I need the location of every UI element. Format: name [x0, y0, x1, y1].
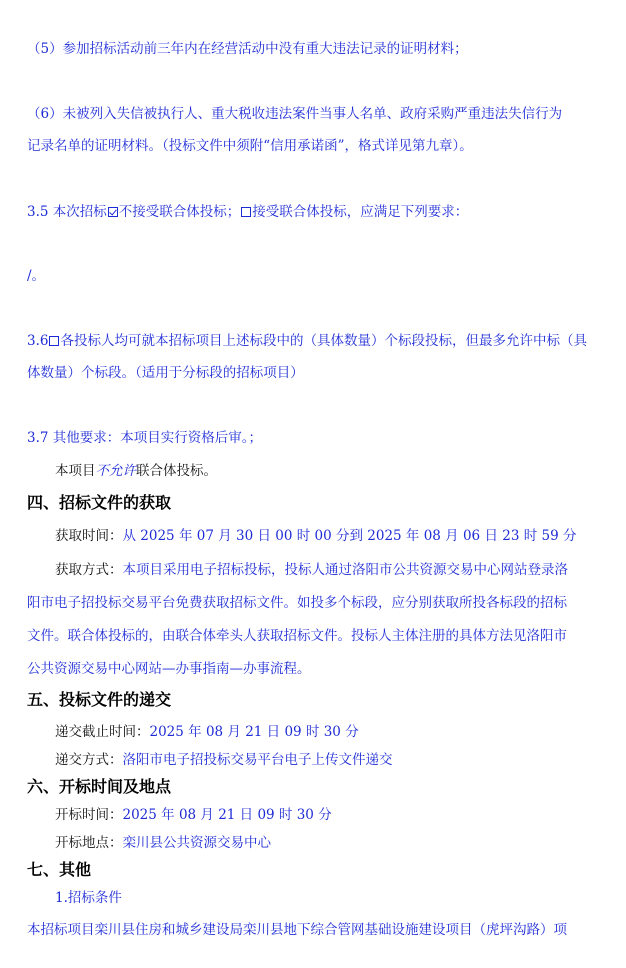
- section-3-5-detail: /。: [27, 268, 46, 284]
- consortium-note-b: 不允许: [95, 463, 136, 479]
- submit-method-value: 洛阳市电子招投标交易平台电子上传文件递交: [122, 752, 393, 768]
- unchecked-box-icon: [49, 336, 59, 346]
- obtain-time-label: 获取时间：: [55, 528, 123, 544]
- section-3-6-text: 各投标人均可就本招标项目上述标段中的（具体数量）个标段投标，但最多允许中标（具: [60, 333, 587, 349]
- section-3-5-option-2: 接受联合体投标，应满足下列要求：: [252, 204, 469, 220]
- submit-method-label: 递交方式：: [55, 752, 123, 768]
- obtain-time: [55, 527, 576, 545]
- section-3-6-prefix: 3.6: [27, 333, 49, 349]
- obtain-method-label: 获取方式：: [55, 562, 123, 578]
- section-3-6-line-2: 体数量）个标段。（适用于分标段的招标项目）: [27, 365, 304, 381]
- sub-heading-conditions: 1.招标条件: [55, 890, 122, 906]
- consortium-note-a: 本项目: [55, 463, 96, 479]
- section-3-6-line-1: [27, 332, 587, 350]
- item-6-line-2: 记录名单的证明材料。（投标文件中须附“信用承诺函”，格式详见第九章）。: [27, 138, 473, 154]
- submit-deadline-label: 递交截止时间：: [55, 724, 150, 740]
- conditions-text-line-1: 本招标项目栾川县住房和城乡建设局栾川县地下综合管网基础设施建设项目（虎坪沟路）项: [27, 922, 567, 938]
- opening-place: [55, 834, 271, 852]
- section-3-5-option-1: 不接受联合体投标；: [118, 204, 241, 220]
- consortium-note: [55, 462, 217, 480]
- opening-time: [55, 806, 332, 824]
- checked-box-icon: [108, 207, 118, 217]
- obtain-method-text-1: 本项目采用电子招标投标，投标人通过洛阳市公共资源交易中心网站登录洛: [122, 562, 568, 578]
- obtain-method-line-2: 阳市电子招投标交易平台免费获取招标文件。如投多个标段，应分别获取所投各标段的招标: [27, 595, 567, 611]
- opening-place-label: 开标地点：: [55, 835, 123, 851]
- section-3-5: [27, 203, 468, 221]
- section-3-5-prefix: 3.5 本次招标: [27, 204, 107, 220]
- obtain-time-value: 从 2025 年 07 月 30 日 00 时 00 分到 2025 年 08 月 06 日 23 时 59 分: [122, 528, 577, 544]
- obtain-method-line-3: 文件。联合体投标的，由联合体牵头人获取招标文件。投标人主体注册的具体方法见洛阳市: [27, 628, 567, 644]
- obtain-method-line-4: 公共资源交易中心网站—办事指南—办事流程。: [27, 661, 311, 677]
- submit-deadline: [55, 723, 359, 741]
- section-3-7: 3.7 其他要求：本项目实行资格后审。；: [27, 430, 263, 446]
- item-6-line-1: （6）未被列入失信被执行人、重大税收违法案件当事人名单、政府采购严重违法失信行为: [27, 106, 563, 122]
- submit-deadline-value: 2025 年 08 月 21 日 09 时 30 分: [149, 724, 359, 740]
- item-5: （5）参加招标活动前三年内在经营活动中没有重大违法记录的证明材料；: [27, 41, 468, 57]
- heading-other: 七、其他: [27, 860, 92, 879]
- obtain-method-line-1: [55, 561, 568, 579]
- opening-time-value: 2025 年 08 月 21 日 09 时 30 分: [122, 807, 332, 823]
- opening-time-label: 开标时间：: [55, 807, 123, 823]
- submit-method: [55, 751, 393, 769]
- consortium-note-c: 联合体投标。: [136, 463, 217, 479]
- opening-place-value: 栾川县公共资源交易中心: [122, 835, 271, 851]
- heading-submit-docs: 五、投标文件的递交: [27, 690, 172, 709]
- heading-opening: 六、开标时间及地点: [27, 777, 172, 796]
- unchecked-box-icon: [241, 207, 251, 217]
- heading-obtain-docs: 四、招标文件的获取: [27, 493, 172, 512]
